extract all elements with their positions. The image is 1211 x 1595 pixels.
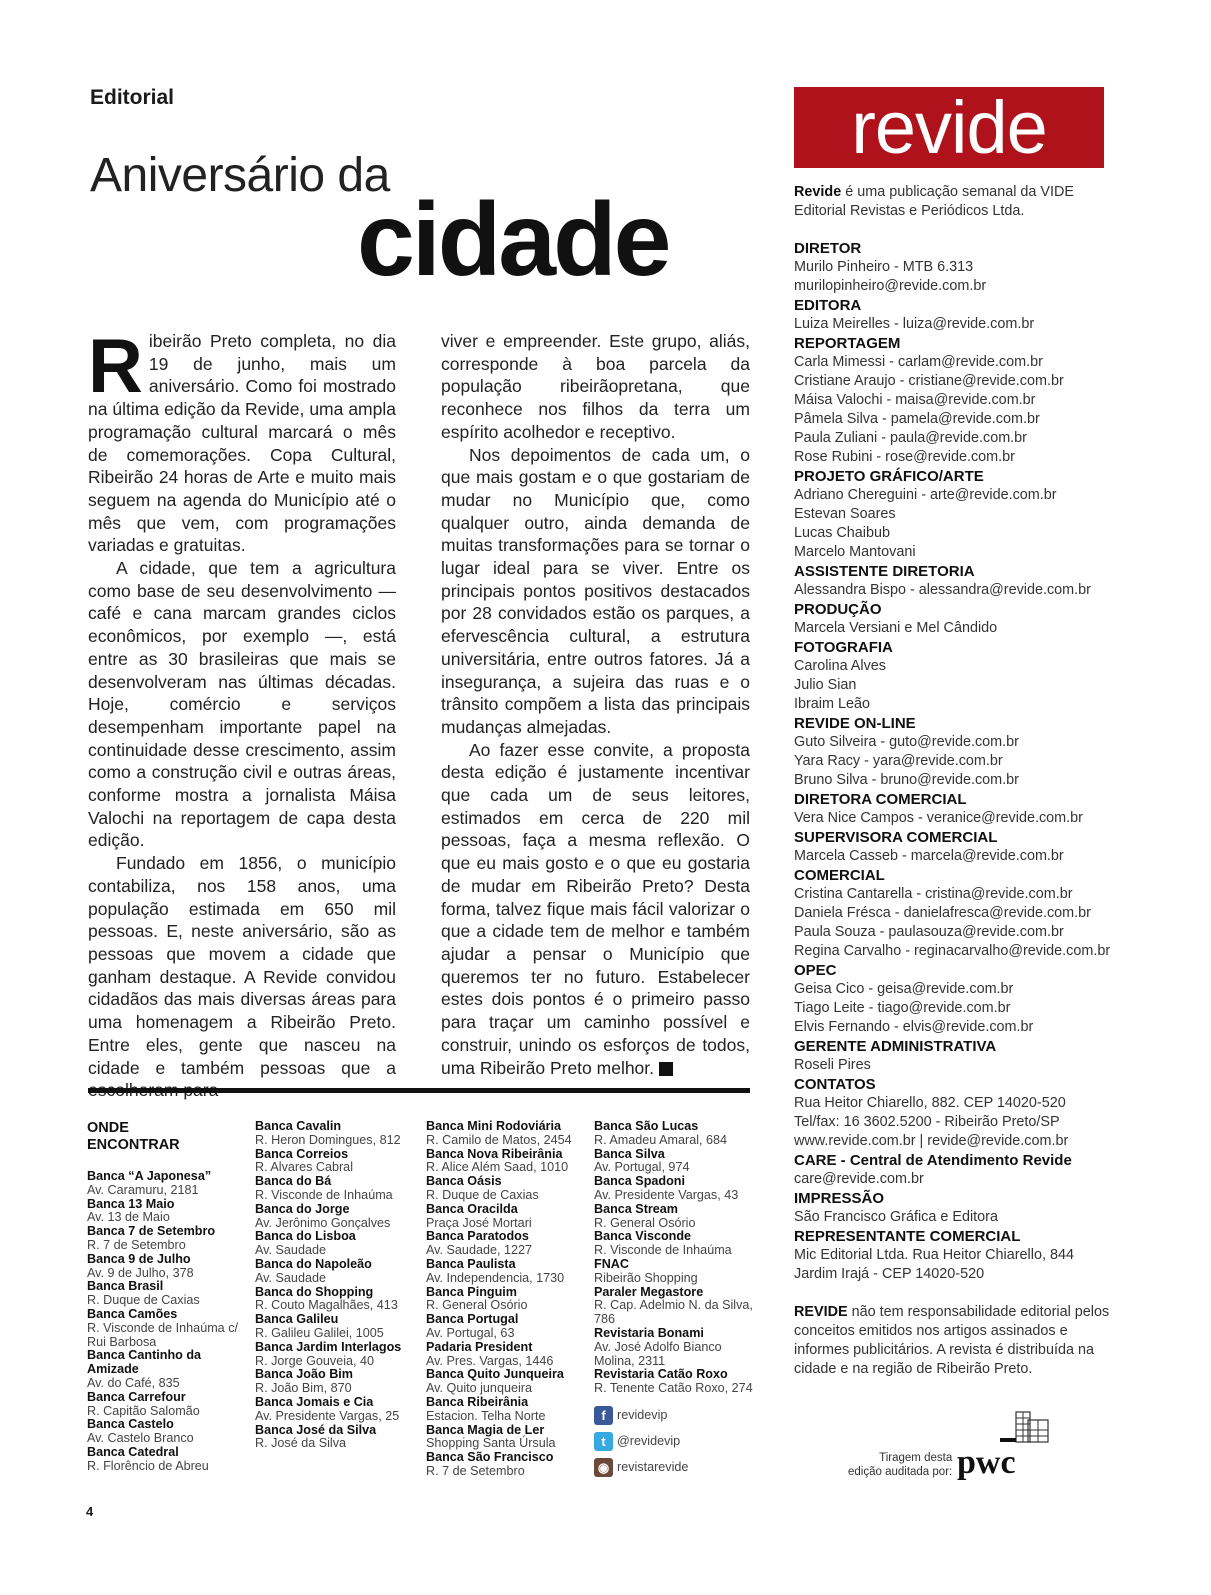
newsstand-item	[426, 1286, 591, 1314]
newsstand-address: R. Galileu Galilei, 1005	[255, 1325, 384, 1340]
staff-section	[794, 790, 1114, 828]
staff-role: REPORTAGEM	[794, 335, 901, 352]
staff-line: Guto Silveira - guto@revide.com.br	[794, 734, 1019, 750]
newsstand-item	[87, 1225, 252, 1253]
staff-line: murilopinheiro@revide.com.br	[794, 278, 987, 294]
end-mark-icon: r	[659, 1062, 673, 1076]
newsstand-address: Av. do Café, 835	[87, 1375, 180, 1390]
staff-role: DIRETOR	[794, 240, 862, 257]
staff-role: ASSISTENTE DIRETORIA	[794, 563, 975, 580]
masthead-intro	[794, 183, 1114, 221]
social-links	[594, 1406, 759, 1477]
paragraph-text: Ao fazer esse convite, a proposta desta edição é justamente incentivar que cada um de seus leitores, estimados em cerca de 220 mil pessoas, faça a mesma reflexão. O que eu mais gosto e o que eu gostaria de mudar em Ribeirão Preto? Desta forma, talvez fique mais fácil valorizar o que a cidade tem de melhor e também ajudar a pensar o Município que queremos ter no futuro. Estabelecer estes dois pontos é o primeiro passo para traçar um caminho possível e construir, unindo os esforços de todos, uma Ribeirão Preto melhor.	[441, 739, 750, 1078]
staff-line: Paula Zuliani - paula@revide.com.br	[794, 430, 1027, 446]
staff-line: care@revide.com.br	[794, 1171, 924, 1187]
newsstand-address: R. João Bim, 870	[255, 1381, 352, 1396]
paragraph-text: ibeirão Preto completa, no dia 19 de junho, mais um aniversário. Como foi mostrado na última edição da Revide, uma ampla programação cultural marcará o mês de comemorações. Copa Cultural, Ribeirão 24 horas de Arte e muito mais seguem na agenda do Município até o mês que vem, com programações variadas e gratuitas.	[88, 331, 396, 556]
newsstand-item	[255, 1203, 420, 1231]
newsstand-name: Banca João Bim	[255, 1367, 353, 1382]
newsstand-name: Banca do Shopping	[255, 1284, 374, 1299]
staff-line: Julio Sian	[794, 677, 857, 693]
staff-line: Adriano Chereguini - arte@revide.com.br	[794, 487, 1057, 503]
where-to-find-column-4	[594, 1120, 759, 1484]
newsstand-item	[255, 1258, 420, 1286]
newsstand-name: Banca Pinguim	[426, 1284, 517, 1299]
article-paragraph: viver e empreender. Este grupo, aliás, corresponde à boa parcela da população ribeirãopretana, que reconhece nos filhos da terra um espírito acolhedor e receptivo.	[441, 331, 750, 442]
staff-line: www.revide.com.br | revide@revide.com.br	[794, 1133, 1069, 1149]
staff-role: PROJETO GRÁFICO/ARTE	[794, 468, 984, 485]
social-link[interactable]	[594, 1432, 759, 1451]
newsstand-name: Banca Paulista	[426, 1256, 516, 1271]
staff-section	[794, 1037, 1114, 1075]
newsstand-item	[426, 1258, 591, 1286]
where-list-1	[87, 1170, 252, 1474]
newsstand-address: Av. 13 de Maio	[87, 1210, 170, 1225]
newsstand-name: Banca Magia de Ler	[426, 1422, 545, 1437]
newsstand-address: R. Tenente Catão Roxo, 274	[594, 1381, 753, 1396]
newsstand-address: Shopping Santa Úrsula	[426, 1436, 556, 1451]
newsstand-item	[594, 1368, 759, 1396]
drop-cap: R	[88, 324, 143, 409]
staff-section	[794, 961, 1114, 1037]
newsstand-name: Banca Mini Rodoviária	[426, 1119, 562, 1133]
newsstand-name: Banca Spadoni	[594, 1174, 685, 1189]
newsstand-name: Banca do Napoleão	[255, 1256, 372, 1271]
newsstand-item	[87, 1349, 252, 1390]
staff-section	[794, 296, 1114, 334]
newsstand-name: Banca do Lisboa	[255, 1229, 356, 1244]
newsstand-address: Av. Independencia, 1730	[426, 1270, 565, 1285]
staff-role: REPRESENTANTE COMERCIAL	[794, 1228, 1021, 1245]
newsstand-address: R. Duque de Caxias	[426, 1187, 539, 1202]
staff-list	[794, 239, 1114, 1284]
staff-line: Ibraim Leão	[794, 696, 870, 712]
facebook-icon: f	[594, 1406, 613, 1425]
staff-line: Daniela Frésca - danielafresca@revide.com.br	[794, 905, 1091, 921]
staff-role: SUPERVISORA COMERCIAL	[794, 829, 998, 846]
pwc-building-icon	[1000, 1410, 1050, 1444]
staff-line: Máisa Valochi - maisa@revide.com.br	[794, 392, 1036, 408]
staff-role: GERENTE ADMINISTRATIVA	[794, 1038, 997, 1055]
staff-section	[794, 600, 1114, 638]
staff-line: Bruno Silva - bruno@revide.com.br	[794, 772, 1019, 788]
newsstand-name: Paraler Megastore	[594, 1284, 704, 1299]
newsstand-item	[255, 1286, 420, 1314]
staff-section	[794, 239, 1114, 296]
newsstand-name: Banca Nova Ribeirânia	[426, 1146, 563, 1161]
staff-line: Rua Heitor Chiarello, 882. CEP 14020-520	[794, 1095, 1066, 1111]
newsstand-item	[426, 1451, 591, 1479]
intro-brand: Revide	[794, 184, 842, 200]
newsstand-item	[594, 1286, 759, 1327]
newsstand-name: Banca Catedral	[87, 1444, 179, 1459]
newsstand-name: Banca “A Japonesa”	[87, 1169, 212, 1183]
staff-role: EDITORA	[794, 297, 862, 314]
newsstand-address: R. Visconde de Inhaúma	[255, 1187, 393, 1202]
newsstand-item	[87, 1170, 252, 1198]
newsstand-name: Banca 13 Maio	[87, 1196, 175, 1211]
staff-section	[794, 334, 1114, 467]
newsstand-name: Banca Jomais e Cia	[255, 1394, 374, 1409]
newsstand-address: R. General Osório	[426, 1298, 528, 1313]
social-handle: @revidevip	[617, 1433, 681, 1448]
masthead-staff	[794, 183, 1114, 1379]
newsstand-address: R. General Osório	[594, 1215, 696, 1230]
newsstand-address: R. Duque de Caxias	[87, 1293, 200, 1308]
newsstand-item	[594, 1203, 759, 1231]
staff-line: Paula Souza - paulasouza@revide.com.br	[794, 924, 1064, 940]
newsstand-item	[426, 1341, 591, 1369]
staff-line: Pâmela Silva - pamela@revide.com.br	[794, 411, 1040, 427]
staff-section	[794, 467, 1114, 562]
disclaimer-text: não tem responsabilidade editorial pelos conceitos emitidos nos artigos assinados e informes publicitários. A revista é distribuída na cidade e na região de Ribeirão Preto.	[794, 1304, 1110, 1377]
where-to-find-heading-text: ONDE ENCONTRAR	[87, 1120, 180, 1153]
staff-line: Mic Editorial Ltda. Rua Heitor Chiarello, 844	[794, 1247, 1074, 1263]
newsstand-item	[87, 1253, 252, 1281]
newsstand-name: Padaria President	[426, 1339, 533, 1354]
article-paragraph: A cidade, que tem a agricultura como base de seu desenvolvimento — café e cana marcam grandes ciclos econômicos, por exemplo —, está entre as 30 brasileiras que mais se desenvolveram nas últimas décadas. Hoje, comércio e serviços desempenham importante papel na continuidade desse crescimento, assim como a construção civil e outras áreas, conforme mostra a jornalista Máisa Valochi na reportagem de capa desta edição.	[88, 558, 396, 851]
newsstand-item	[255, 1148, 420, 1176]
newsstand-item	[87, 1280, 252, 1308]
newsstand-address: Av. Saudade, 1227	[426, 1243, 532, 1258]
newsstand-name: Banca Quito Junqueira	[426, 1367, 564, 1382]
newsstand-address: Av. Castelo Branco	[87, 1431, 194, 1446]
where-to-find-column-1	[87, 1120, 252, 1474]
newsstand-item	[426, 1203, 591, 1231]
newsstand-name: Banca Visconde	[594, 1229, 692, 1244]
staff-line: Marcelo Mantovani	[794, 544, 916, 560]
newsstand-address: Av. Caramuru, 2181	[87, 1182, 199, 1197]
newsstand-item	[426, 1313, 591, 1341]
newsstand-item	[255, 1175, 420, 1203]
social-handle: revidevip	[617, 1407, 668, 1422]
newsstand-item	[426, 1424, 591, 1452]
staff-line: Geisa Cico - geisa@revide.com.br	[794, 981, 1014, 997]
staff-role: CARE - Central de Atendimento Revide	[794, 1152, 1072, 1169]
newsstand-item	[426, 1175, 591, 1203]
newsstand-item	[255, 1424, 420, 1452]
newsstand-item	[255, 1341, 420, 1369]
newsstand-item	[594, 1120, 759, 1148]
instagram-icon: ◉	[594, 1458, 613, 1477]
staff-section	[794, 828, 1114, 866]
staff-section	[794, 1075, 1114, 1151]
newsstand-name: Banca Cavalin	[255, 1119, 342, 1133]
newsstand-item	[87, 1446, 252, 1474]
article-paragraph	[88, 324, 396, 557]
staff-line: Tiago Leite - tiago@revide.com.br	[794, 1000, 1011, 1016]
newsstand-address: R. Heron Domingues, 812	[255, 1132, 401, 1147]
twitter-icon: t	[594, 1432, 613, 1451]
section-divider	[88, 1088, 750, 1093]
staff-line: Tel/fax: 16 3602.5200 - Ribeirão Preto/SP	[794, 1114, 1060, 1130]
newsstand-address: Av. Saudade	[255, 1243, 326, 1258]
staff-line: Vera Nice Campos - veranice@revide.com.br	[794, 810, 1083, 826]
disclaimer-brand: REVIDE	[794, 1304, 848, 1320]
newsstand-item	[426, 1230, 591, 1258]
staff-line: Cristina Cantarella - cristina@revide.com.br	[794, 886, 1073, 902]
newsstand-address: Av. Presidente Vargas, 25	[255, 1408, 400, 1423]
newsstand-name: Banca Stream	[594, 1201, 678, 1216]
newsstand-name: Revistaria Bonami	[594, 1325, 704, 1340]
newsstand-address: Av. Saudade	[255, 1270, 326, 1285]
staff-line: Cristiane Araujo - cristiane@revide.com.br	[794, 373, 1064, 389]
newsstand-address: Ribeirão Shopping	[594, 1270, 698, 1285]
staff-line: Estevan Soares	[794, 506, 896, 522]
staff-line: Yara Racy - yara@revide.com.br	[794, 753, 1003, 769]
newsstand-name: Banca do Bá	[255, 1174, 332, 1189]
newsstand-address: Estacion. Telha Norte	[426, 1408, 546, 1423]
staff-line: Elvis Fernando - elvis@revide.com.br	[794, 1019, 1034, 1035]
staff-role: PRODUÇÃO	[794, 601, 882, 618]
article-column-2	[441, 330, 750, 1079]
newsstand-address: R. Couto Magalhães, 413	[255, 1298, 398, 1313]
staff-section	[794, 1151, 1114, 1189]
newsstand-address: R. Amadeu Amaral, 684	[594, 1132, 728, 1147]
newsstand-name: Banca José da Silva	[255, 1422, 377, 1437]
staff-role: FOTOGRAFIA	[794, 639, 893, 656]
newsstand-name: Banca Carrefour	[87, 1389, 186, 1404]
newsstand-name: Revistaria Catão Roxo	[594, 1367, 728, 1382]
headline-line1: Aniversário da	[90, 149, 390, 202]
social-handle: revistarevide	[617, 1459, 689, 1474]
newsstand-item	[87, 1418, 252, 1446]
staff-line: São Francisco Gráfica e Editora	[794, 1209, 998, 1225]
newsstand-address: R. Visconde de Inhaúma	[594, 1243, 732, 1258]
newsstand-name: Banca Cantinho da Amizade	[87, 1348, 202, 1377]
staff-line: Rose Rubini - rose@revide.com.br	[794, 449, 1015, 465]
newsstand-address: R. Camilo de Matos, 2454	[426, 1132, 572, 1147]
newsstand-name: Banca São Lucas	[594, 1119, 699, 1133]
staff-line: Jardim Irajá - CEP 14020-520	[794, 1266, 985, 1282]
staff-role: CONTATOS	[794, 1076, 876, 1093]
staff-line: Lucas Chaibub	[794, 525, 891, 541]
newsstand-address: R. José da Silva	[255, 1436, 346, 1451]
newsstand-address: R. Capitão Salomão	[87, 1403, 200, 1418]
newsstand-address: Av. Pres. Vargas, 1446	[426, 1353, 554, 1368]
newsstand-item	[594, 1175, 759, 1203]
staff-line: Alessandra Bispo - alessandra@revide.com.br	[794, 582, 1091, 598]
where-to-find-heading	[87, 1120, 252, 1154]
newsstand-name: Banca Oásis	[426, 1174, 502, 1189]
pwc-logo: pwc	[957, 1444, 1016, 1481]
newsstand-name: Banca São Francisco	[426, 1450, 554, 1465]
newsstand-name: Banca Ribeirânia	[426, 1394, 529, 1409]
staff-line: Marcela Versiani e Mel Cândido	[794, 620, 998, 636]
staff-section	[794, 714, 1114, 790]
newsstand-name: Banca Paratodos	[426, 1229, 529, 1244]
newsstand-address: R. 7 de Setembro	[87, 1237, 186, 1252]
newsstand-item	[255, 1313, 420, 1341]
staff-line: Murilo Pinheiro - MTB 6.313	[794, 259, 974, 275]
newsstand-item	[426, 1120, 591, 1148]
newsstand-item	[594, 1148, 759, 1176]
newsstand-name: Banca Castelo	[87, 1417, 174, 1432]
newsstand-item	[87, 1198, 252, 1226]
staff-role: IMPRESSÃO	[794, 1190, 885, 1207]
newsstand-name: Banca 7 de Setembro	[87, 1224, 216, 1239]
revide-logo: revide	[794, 87, 1104, 168]
article-paragraph: Fundado em 1856, o município contabiliza, nos 158 anos, uma população estimada em 650 mil pessoas. E, neste aniversário, são as pessoas que movem a cidade que ganham destaque. A Revide convidou cidadãos das mais diversas áreas para uma homenagem a Ribeirão Preto. Entre eles, gente que nasceu na cidade e também pessoas que a	[88, 853, 396, 1078]
newsstand-item	[255, 1120, 420, 1148]
staff-line: Carla Mimessi - carlam@revide.com.br	[794, 354, 1043, 370]
section-label: Editorial	[90, 86, 175, 109]
staff-section	[794, 638, 1114, 714]
newsstand-name: Banca Galileu	[255, 1312, 339, 1327]
intro-text: é uma publicação semanal da VIDE Editorial Revistas e Periódicos Ltda.	[794, 184, 1074, 219]
staff-section	[794, 866, 1114, 961]
staff-section	[794, 1227, 1114, 1284]
audit-line-1: Tiragem desta	[879, 1452, 953, 1464]
article-paragraph	[441, 739, 750, 1080]
newsstand-address: R. Jorge Gouveia, 40	[255, 1353, 375, 1368]
article-column-1	[88, 324, 396, 1102]
newsstand-address: Av. Quito junqueira	[426, 1381, 532, 1396]
audit-line-2: edição auditada por:	[848, 1466, 953, 1478]
staff-section	[794, 1189, 1114, 1227]
newsstand-name: Banca Silva	[594, 1146, 665, 1161]
newsstand-address: R. Florêncio de Abreu	[87, 1458, 209, 1473]
newsstand-item	[594, 1327, 759, 1368]
newsstand-name: Banca Portugal	[426, 1312, 519, 1327]
where-list-4	[594, 1120, 759, 1396]
page-number: 4	[86, 1504, 94, 1519]
newsstand-name: Banca Jardim Interlagos	[255, 1339, 402, 1354]
newsstand-name: Banca Correios	[255, 1146, 349, 1161]
newsstand-item	[255, 1230, 420, 1258]
disclaimer	[794, 1303, 1114, 1379]
staff-role: OPEC	[794, 962, 837, 979]
newsstand-address: R. Cap. Adelmio N. da Silva, 786	[594, 1298, 753, 1327]
newsstand-address: Av. 9 de Julho, 378	[87, 1265, 194, 1280]
newsstand-item	[426, 1396, 591, 1424]
newsstand-address: Praça José Mortari	[426, 1215, 532, 1230]
newsstand-item	[87, 1391, 252, 1419]
social-link[interactable]	[594, 1406, 759, 1425]
staff-section	[794, 562, 1114, 600]
newsstand-name: Banca do Jorge	[255, 1201, 350, 1216]
staff-line: Regina Carvalho - reginacarvalho@revide.com.br	[794, 943, 1111, 959]
newsstand-item	[87, 1308, 252, 1349]
newsstand-address: Av. Presidente Vargas, 43	[594, 1187, 739, 1202]
newsstand-name: Banca Oracilda	[426, 1201, 518, 1216]
audit-note	[848, 1451, 952, 1479]
newsstand-address: R. 7 de Setembro	[426, 1463, 525, 1478]
newsstand-item	[426, 1148, 591, 1176]
newsstand-address: Av. Portugal, 974	[594, 1160, 690, 1175]
newsstand-name: Banca Camões	[87, 1306, 178, 1321]
staff-line: Roseli Pires	[794, 1057, 871, 1073]
where-to-find-column-2	[255, 1120, 420, 1451]
staff-role: COMERCIAL	[794, 867, 885, 884]
article-paragraph	[441, 444, 750, 739]
newsstand-address: R. Alvares Cabral	[255, 1160, 353, 1175]
newsstand-item	[255, 1368, 420, 1396]
staff-role: DIRETORA COMERCIAL	[794, 791, 967, 808]
staff-line: Carolina Alves	[794, 658, 886, 674]
newsstand-name: FNAC	[594, 1256, 629, 1271]
paragraph-text: Nos depoimentos de cada um, o que mais gostam e o que gostariam de mudar no Município que, como qualquer outro, ainda demanda de muitas transformações para se tornar o lugar ideal para se viver. Entre os principais pontos positivos destacados por 28 convidados estão os parques, a efervescência cultural, a estrutura universitária, entre outros fatores. Já a insegurança, a sujeira das ruas e o trânsito compõem a lista das principais mudanças almejadas.	[441, 444, 750, 737]
newsstand-item	[594, 1230, 759, 1258]
newsstand-name: Banca 9 de Julho	[87, 1251, 191, 1266]
staff-line: Luiza Meirelles - luiza@revide.com.br	[794, 316, 1035, 332]
newsstand-item	[426, 1368, 591, 1396]
social-link[interactable]	[594, 1458, 759, 1477]
newsstand-item	[255, 1396, 420, 1424]
newsstand-address: Av. Jerônimo Gonçalves	[255, 1215, 391, 1230]
headline-line2: cidade	[357, 182, 669, 298]
where-to-find-column-3	[426, 1120, 591, 1479]
newsstand-address: Av. José Adolfo Bianco Molina, 2311	[594, 1339, 722, 1368]
staff-role: REVIDE ON-LINE	[794, 715, 916, 732]
newsstand-name: Banca Brasil	[87, 1279, 164, 1294]
newsstand-address: R. Visconde de Inhaúma c/ Rui Barbosa	[87, 1320, 238, 1349]
newsstand-item	[594, 1258, 759, 1286]
newsstand-address: Av. Portugal, 63	[426, 1325, 515, 1340]
staff-line: Marcela Casseb - marcela@revide.com.br	[794, 848, 1064, 864]
newsstand-address: R. Alice Além Saad, 1010	[426, 1160, 569, 1175]
